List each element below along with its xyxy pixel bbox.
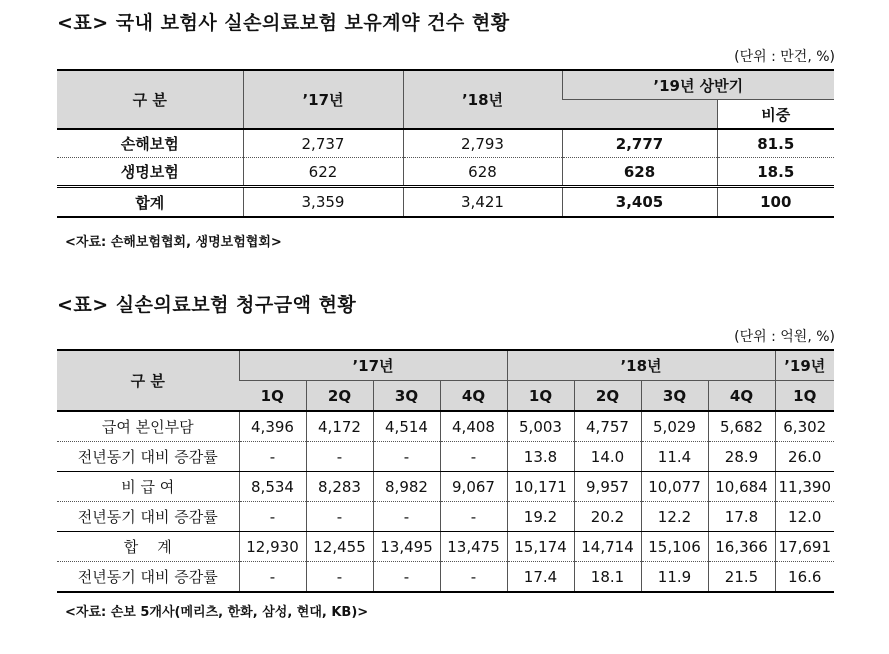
table-row — [57, 532, 834, 562]
table1-header-2019h1: ’19년 상반기 — [562, 70, 834, 100]
table2-header-year-2019: ’19년 — [775, 350, 834, 381]
quarter-header: 1Q — [775, 381, 834, 412]
cell: 5,003 — [507, 411, 574, 442]
cell: 19.2 — [507, 502, 574, 532]
quarter-header: 2Q — [306, 381, 373, 412]
cell: 2,777 — [562, 129, 717, 158]
cell: 8,283 — [306, 472, 373, 502]
cell: 16,366 — [708, 532, 775, 562]
table-row — [57, 502, 834, 532]
quarter-header: 4Q — [440, 381, 507, 412]
cell: - — [306, 442, 373, 472]
cell: 11.9 — [641, 562, 708, 593]
cell: 10,171 — [507, 472, 574, 502]
row-label: 전년동기 대비 증감률 — [77, 568, 218, 586]
cell: 13,495 — [373, 532, 440, 562]
table2 — [57, 349, 834, 593]
cell: 17.8 — [708, 502, 775, 532]
cell: 2,737 — [243, 129, 403, 158]
row-label: 전년동기 대비 증감률 — [57, 442, 239, 472]
table1-title: <표> 국내 보험사 실손의료보험 보유계약 건수 현황 — [57, 12, 510, 34]
table1-header-category: 구 분 — [57, 70, 243, 129]
cell: - — [239, 442, 306, 472]
cell: 4,396 — [239, 411, 306, 442]
cell: 12,930 — [239, 532, 306, 562]
cell: 4,408 — [440, 411, 507, 442]
cell: - — [239, 502, 306, 532]
cell: 15,174 — [507, 532, 574, 562]
cell: 14,714 — [574, 532, 641, 562]
row-label: 전년동기 대비 증감률 — [57, 502, 239, 532]
quarter-header: 2Q — [574, 381, 641, 412]
row-label: 손해보험 — [57, 129, 243, 158]
cell: 4,514 — [373, 411, 440, 442]
row-label: 합계 — [57, 187, 243, 218]
table1-header-2018: ’18년 — [403, 70, 562, 129]
row-label: 합 계 — [57, 532, 239, 562]
cell: 81.5 — [717, 129, 834, 158]
cell: 3,359 — [243, 187, 403, 218]
table-row — [57, 158, 834, 187]
table1 — [57, 69, 834, 218]
table1-source: <자료: 손해보험협회, 생명보험협회> — [65, 235, 282, 250]
table2-header-year-2017: ’17년 — [239, 350, 507, 381]
cell: 10,684 — [708, 472, 775, 502]
cell: 12.0 — [775, 502, 834, 532]
cell: - — [373, 442, 440, 472]
table2-header-category: 구 분 — [57, 350, 239, 411]
row-label: 비 급 여 — [57, 472, 239, 502]
table1-header-2017: ’17년 — [243, 70, 403, 129]
cell: - — [306, 562, 373, 593]
table-row — [57, 411, 834, 442]
table1-header-2019-blank — [562, 100, 717, 130]
cell: 18.1 — [574, 562, 641, 593]
cell: 5,682 — [708, 411, 775, 442]
cell: 628 — [562, 158, 717, 187]
quarter-header: 3Q — [373, 381, 440, 412]
cell: 4,172 — [306, 411, 373, 442]
table-row — [57, 472, 834, 502]
cell: 21.5 — [708, 562, 775, 593]
quarter-header: 1Q — [239, 381, 306, 412]
cell: 12,455 — [306, 532, 373, 562]
cell: - — [239, 562, 306, 593]
cell: - — [440, 562, 507, 593]
cell: 5,029 — [641, 411, 708, 442]
cell: - — [373, 502, 440, 532]
cell: 9,957 — [574, 472, 641, 502]
table2-title: <표> 실손의료보험 청구금액 현황 — [57, 294, 357, 316]
row-label: 생명보험 — [57, 158, 243, 187]
cell: 3,405 — [562, 187, 717, 218]
table2-source: <자료: 손보 5개사(메리츠, 한화, 삼성, 현대, KB)> — [65, 605, 369, 620]
cell: 9,067 — [440, 472, 507, 502]
table1-header-share: 비중 — [717, 100, 834, 130]
row-label: 급여 본인부담 — [57, 411, 239, 442]
cell: 622 — [243, 158, 403, 187]
cell: 17,691 — [775, 532, 834, 562]
cell: - — [440, 502, 507, 532]
quarter-header: 3Q — [641, 381, 708, 412]
cell: 16.6 — [775, 562, 834, 593]
cell: 13,475 — [440, 532, 507, 562]
cell: 2,793 — [403, 129, 562, 158]
cell: 10,077 — [641, 472, 708, 502]
cell: - — [373, 562, 440, 593]
cell: 3,421 — [403, 187, 562, 218]
quarter-header: 1Q — [507, 381, 574, 412]
cell: 28.9 — [708, 442, 775, 472]
quarter-header: 4Q — [708, 381, 775, 412]
table2-unit: (단위 : 억원, %) — [734, 329, 835, 345]
cell: 8,982 — [373, 472, 440, 502]
cell: 17.4 — [507, 562, 574, 593]
table-row — [57, 129, 834, 158]
cell: - — [306, 502, 373, 532]
cell: 18.5 — [717, 158, 834, 187]
cell: 628 — [403, 158, 562, 187]
table1-unit: (단위 : 만건, %) — [734, 49, 835, 65]
table-row — [57, 442, 834, 472]
cell: 11,390 — [775, 472, 834, 502]
cell: 20.2 — [574, 502, 641, 532]
cell: 100 — [717, 187, 834, 218]
cell: 14.0 — [574, 442, 641, 472]
table2-header-year-2018: ’18년 — [507, 350, 775, 381]
cell: 26.0 — [775, 442, 834, 472]
cell: 15,106 — [641, 532, 708, 562]
cell: - — [440, 442, 507, 472]
table-row — [57, 562, 834, 593]
cell: 4,757 — [574, 411, 641, 442]
cell: 12.2 — [641, 502, 708, 532]
cell: 11.4 — [641, 442, 708, 472]
cell: 8,534 — [239, 472, 306, 502]
cell: 13.8 — [507, 442, 574, 472]
table-row — [57, 187, 834, 218]
cell: 6,302 — [775, 411, 834, 442]
